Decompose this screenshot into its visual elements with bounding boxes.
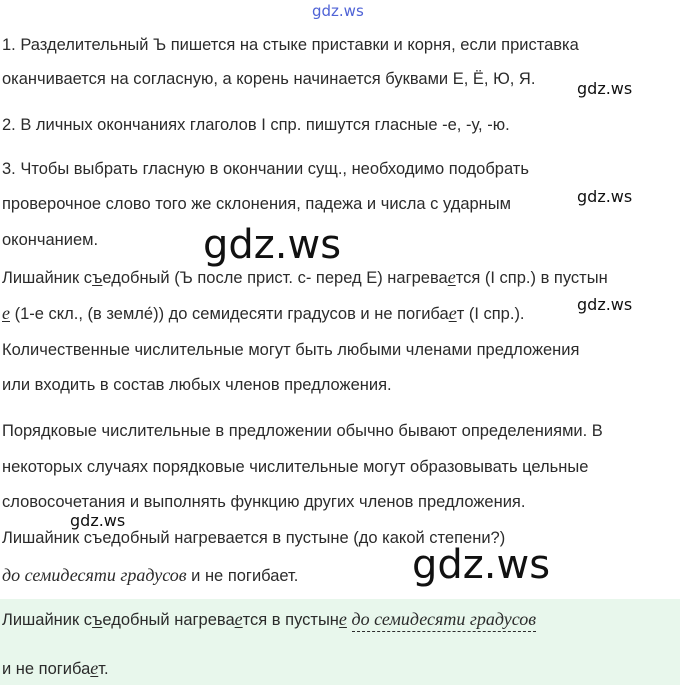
analysis-line-1: Лишайник съедобный нагревается в пустыне (до какой степени?) — [2, 529, 506, 547]
watermark: gdz.ws — [203, 222, 342, 268]
answer-line-2: и не погибает. — [2, 658, 109, 678]
numerals-para-2-line-2: некоторых случаях порядковые числительные могут образовывать цельные — [2, 458, 589, 476]
numerals-para-1-line-2: или входить в состав любых членов предложения. — [2, 376, 392, 394]
numerals-para-2-line-1: Порядковые числительные в предложении обычно бывают определениями. В — [2, 422, 603, 440]
watermark: gdz.ws — [312, 2, 364, 20]
analysis-line-2: до семидесяти градусов и не погибает. — [2, 565, 299, 585]
rule-3-line-1: 3. Чтобы выбрать гласную в окончании сущ., необходимо подобрать — [2, 160, 529, 178]
rule-1-line-2: оканчивается на согласную, а корень начинается буквами Е, Ё, Ю, Я. — [2, 70, 536, 88]
answer-line-1: Лишайник съедобный нагревается в пустыне до семидесяти градусов — [2, 608, 536, 631]
watermark: gdz.ws — [70, 511, 126, 530]
watermark: gdz.ws — [577, 187, 633, 206]
example-line-1: Лишайник съедобный (Ъ после прист. с- перед Е) нагревается (I спр.) в пустын — [2, 267, 608, 287]
watermark: gdz.ws — [412, 542, 551, 588]
rule-2: 2. В личных окончаниях глаголов I спр. пишутся гласные -е, -у, -ю. — [2, 116, 510, 134]
watermark: gdz.ws — [577, 295, 633, 314]
numerals-para-1-line-1: Количественные числительные могут быть любыми членами предложения — [2, 341, 580, 359]
rule-3-line-3: окончанием. — [2, 231, 99, 249]
rule-1-line-1: 1. Разделительный Ъ пишется на стыке приставки и корня, если приставка — [2, 36, 579, 54]
numerals-para-2-line-3: словосочетания и выполнять функцию других членов предложения. — [2, 493, 526, 511]
watermark: gdz.ws — [577, 79, 633, 98]
rule-3-line-2: проверочное слово того же склонения, падежа и числа с ударным — [2, 195, 512, 213]
example-line-2: е (1-е скл., (в земле́)) до семидесяти градусов и не погибает (I спр.). — [2, 303, 525, 323]
